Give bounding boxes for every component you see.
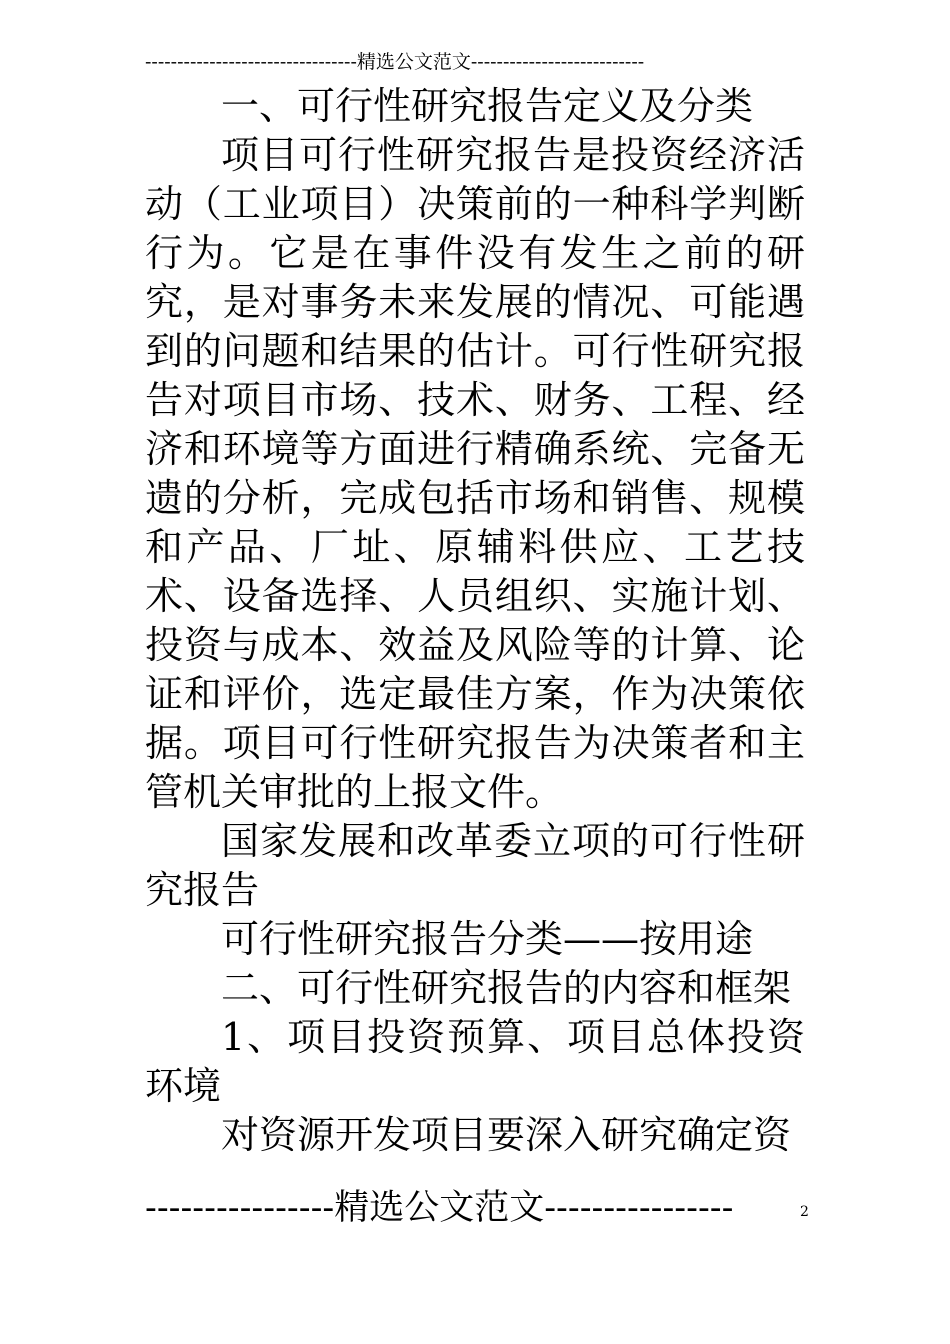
paragraph-resource-development: 对资源开发项目要深入研究确定资 xyxy=(221,1113,792,1157)
paragraph-classification: 可行性研究报告分类——按用途 xyxy=(221,917,754,961)
subsection-heading-budget: 1、项目投资预算、项目总体投资环境 xyxy=(145,1015,805,1108)
section-heading-content: 二、可行性研究报告的内容和框架 xyxy=(221,966,792,1010)
page-header: ---------------------------------精选公文范文--------------------------- xyxy=(145,51,645,73)
section-heading-definition: 一、可行性研究报告定义及分类 xyxy=(221,84,754,128)
page-footer: ----------------精选公文范文---------------- xyxy=(145,1188,734,1228)
document-body xyxy=(145,82,805,1160)
paragraph-definition: 项目可行性研究报告是投资经济活动（工业项目）决策前的一种科学判断行为。它是在事件没有发生之前的研究，是对事务未来发展的情况、可能遇到的问题和结果的估计。可行性研究报告对项目市场、技术、财务、工程、经济和环境等方面进行精确系统、完备无遗的分析，完成包括市场和销售、规模和产品、厂址、原辅料供应、工艺技术、设备选择、人员组织、实施计划、投资与成本、效益及风险等的计算、论证和评价，选定最佳方案，作为决策依据。项目可行性研究报告为决策者和主管机关审批的上报文件。 xyxy=(145,133,805,814)
paragraph-ndrc-report: 国家发展和改革委立项的可行性研究报告 xyxy=(145,819,805,912)
page-number: 2 xyxy=(800,1204,809,1220)
